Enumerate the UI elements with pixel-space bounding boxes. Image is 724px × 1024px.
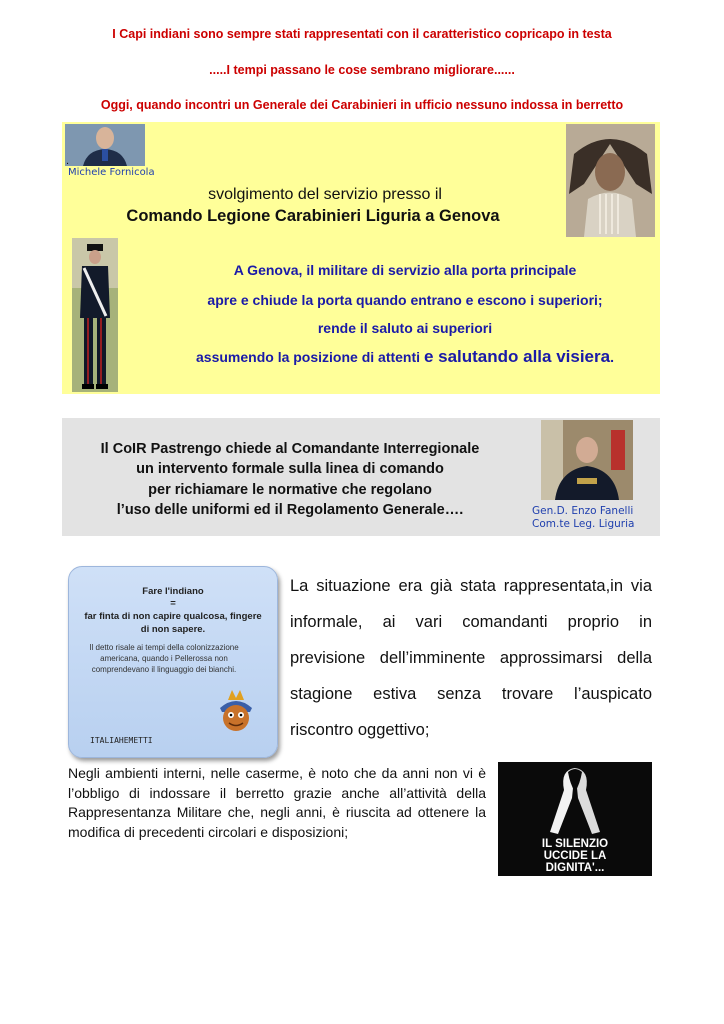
author-caption: Michele Fornicola	[68, 167, 155, 178]
indian-cartoon-icon	[214, 690, 258, 734]
header-line-2: .....I tempi passano le cose sembrano migliorare......	[209, 63, 515, 77]
yellow-subtitle: svolgimento del servizio presso il	[208, 186, 442, 203]
yellow-line-4b: e salutando alla visiera	[423, 347, 611, 366]
grey-line-2: un intervento formale sulla linea di comando	[136, 461, 444, 477]
yellow-line-4c: .	[610, 349, 614, 365]
paragraph-barracks: Negli ambienti interni, nelle caserme, è noto che da anni non vi è l’obbligo di indossare il berretto grazie anche all’attività della Rappresentanza Militare che, negli anni, è riuscita ad ottenere la modifica di precedenti circolari e disposizioni;	[68, 765, 486, 840]
bullet-dot: .	[66, 155, 70, 167]
paragraph-situation: La situazione era già stata rappresentata,in via informale, ai vari comandanti proprio in previsione dell’imminente approssimarsi della stagione estiva senza trovare l’auspicato riscontro oggettivo;	[290, 577, 652, 739]
grey-line-1: Il CoIR Pastrengo chiede al Comandante Interregionale	[100, 441, 480, 457]
silence-line-1: IL SILENZIO	[541, 838, 609, 850]
card-equals: =	[170, 598, 176, 609]
silence-line-2: UCCIDE LA	[543, 850, 607, 862]
yellow-line-2: apre e chiude la porta quando entrano e escono i superiori;	[207, 292, 603, 308]
ribbon-icon	[498, 762, 652, 842]
card-definition: far finta di non capire qualcosa, fingere di non sapere.	[84, 611, 262, 635]
card-title: Fare l'indiano	[142, 586, 204, 597]
header-line-1: I Capi indiani sono sempre stati rappresentati con il caratteristico copricapo in testa	[112, 27, 612, 41]
silence-image	[498, 762, 652, 876]
general-caption-2: Com.te Leg. Liguria	[532, 518, 635, 530]
carabiniere-photo	[72, 238, 118, 392]
card-signature: ITALIAHEMETTI	[90, 736, 153, 745]
general-photo	[541, 420, 633, 500]
yellow-line-1: A Genova, il militare di servizio alla porta principale	[233, 262, 577, 278]
yellow-line-3: rende il saluto ai superiori	[317, 320, 493, 336]
grey-line-4: l’uso delle uniformi ed il Regolamento Generale….	[116, 502, 464, 518]
author-photo	[65, 124, 145, 166]
yellow-line-4	[150, 347, 660, 367]
general-caption-1: Gen.D. Enzo Fanelli	[532, 505, 634, 517]
yellow-line-4a: assumendo la posizione di attenti	[196, 349, 424, 365]
card-note: Il detto risale ai tempi della colonizzazione americana, quando i Pellerossa non comprendevano il linguaggio dei bianchi.	[89, 643, 239, 674]
grey-line-3: per richiamare le normative che regolano	[148, 482, 432, 498]
indian-chief-photo	[566, 124, 655, 237]
silence-line-3: DIGNITA'...	[545, 862, 605, 874]
header-line-3: Oggi, quando incontri un Generale dei Carabinieri in ufficio nessuno indossa in berretto	[100, 98, 624, 112]
yellow-title: Comando Legione Carabinieri Liguria a Genova	[126, 207, 500, 225]
